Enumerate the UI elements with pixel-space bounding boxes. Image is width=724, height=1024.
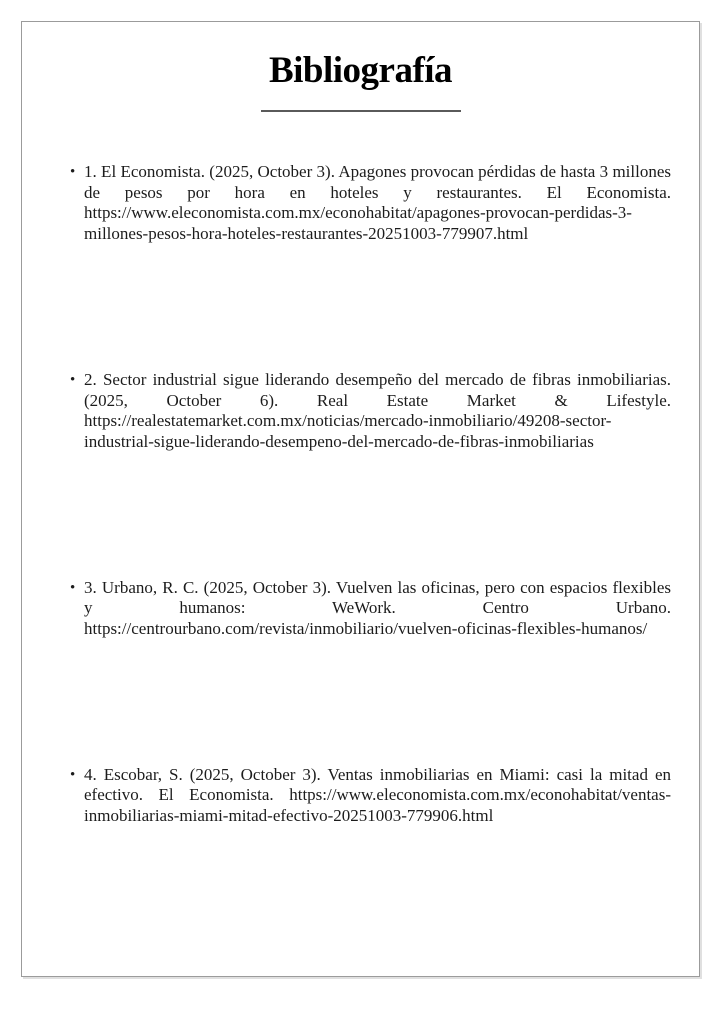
- bullet-icon: •: [70, 579, 76, 596]
- bibliography-entry: [70, 577, 671, 640]
- bibliography-entry: [70, 369, 671, 453]
- bullet-icon: •: [70, 766, 76, 783]
- bibliography-entry-text: 4. Escobar, S. (2025, October 3). Ventas inmobiliarias en Miami: casi la mitad en efectivo. El Economista. https://www.eleconomista.com.mx/econohabitat/ventas-inmobiliarias-miami-mitad-efectivo-20251003-779906.html: [84, 764, 671, 826]
- document-page: [21, 21, 700, 977]
- page-title: Bibliografía: [268, 50, 453, 91]
- bullet-icon: •: [70, 371, 76, 388]
- bibliography-entry: [70, 162, 671, 245]
- bibliography-entry-text: 2. Sector industrial sigue liderando desempeño del mercado de fibras inmobiliarias. (2025, October 6). Real Estate Market & Lifestyle. https://realestatemarket.com.mx/noticias/mercado-inmobiliario/49208-sector-industrial-sigue-liderando-desempeno-del-mercado-de-fibras-inmobiliarias: [84, 369, 671, 451]
- bibliography-entry-text: 1. El Economista. (2025, October 3). Apagones provocan pérdidas de hasta 3 millones de pesos por hora en hoteles y restaurantes. El Economista. https://www.eleconomista.com.mx/econohabitat/apagones-provocan-perdidas-3-millones-pesos-hora-hoteles-restaurantes-20251003-779907.html: [84, 162, 671, 244]
- bullet-icon: •: [70, 164, 76, 180]
- bibliography-entry-text: 3. Urbano, R. C. (2025, October 3). Vuelven las oficinas, pero con espacios flexibles y humanos: WeWork. Centro Urbano. https://centrourbano.com/revista/inmobiliario/vuelven-oficinas-flexibles-humanos/: [84, 577, 671, 639]
- bibliography-list: [22, 162, 699, 827]
- bibliography-entry: [70, 764, 671, 827]
- title-divider: [261, 110, 461, 112]
